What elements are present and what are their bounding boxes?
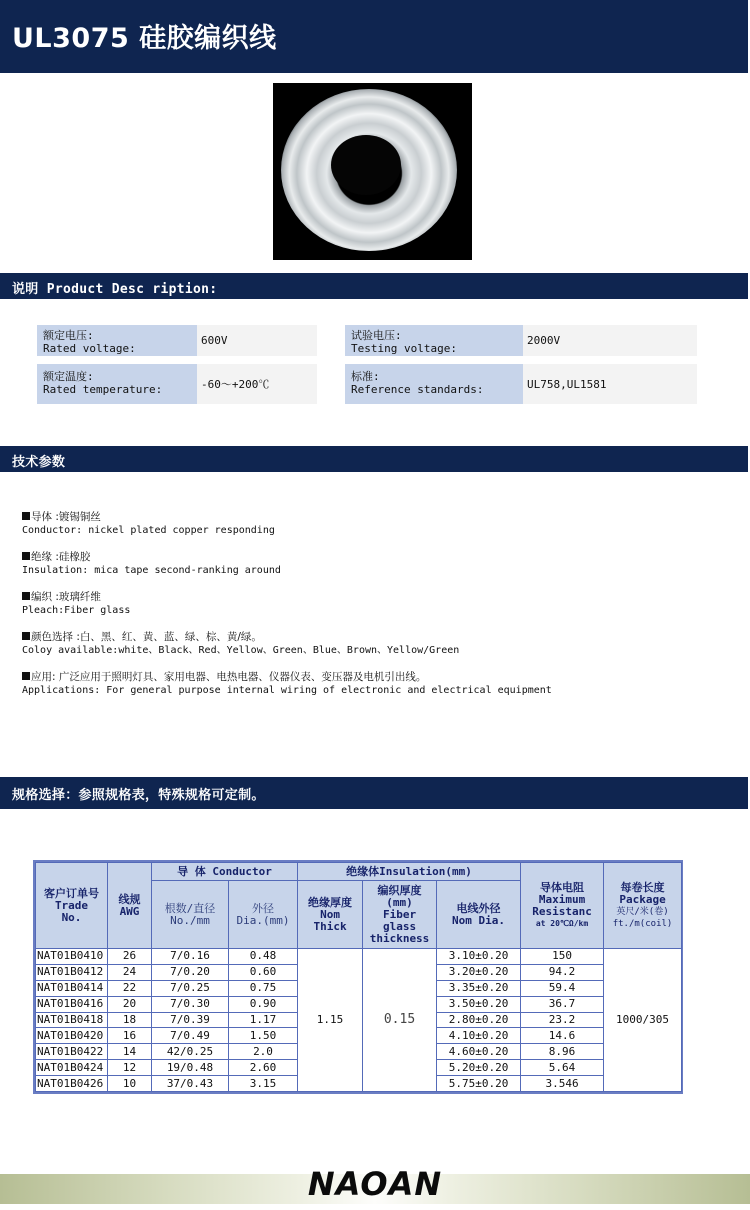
- header-line: 导体电阻: [540, 880, 585, 894]
- cell-resistance: 94.2: [521, 964, 604, 980]
- cell-strand: 7/0.16: [152, 949, 229, 965]
- cell-strand: 7/0.25: [152, 980, 229, 996]
- cell-resistance: 23.2: [521, 1012, 604, 1028]
- header-line: Nom Dia.: [452, 913, 506, 927]
- param-conductor: 导体 :镀锡铜丝 Conductor: nickel plated copper responding: [22, 511, 275, 536]
- cell-outer-dia: 0.60: [229, 964, 298, 980]
- header-braid-thick: [363, 881, 437, 949]
- spec-table: [33, 860, 683, 1094]
- header-line: Dia.(mm): [236, 913, 290, 927]
- cell-awg: 24: [108, 964, 152, 980]
- cell-awg: 22: [108, 980, 152, 996]
- cell-awg: 10: [108, 1076, 152, 1092]
- header-line: Trade: [54, 898, 89, 912]
- header-line: 客户订单号: [44, 886, 99, 900]
- header-line: 外径: [252, 901, 274, 915]
- header-line: Fiber: [382, 907, 417, 921]
- cell-trade-no: NAT01B0416: [36, 996, 108, 1012]
- header-line: Thick: [313, 919, 347, 933]
- cell-trade-no: NAT01B0426: [36, 1076, 108, 1092]
- header-nom-dia: [437, 881, 521, 949]
- cell-strand: 7/0.20: [152, 964, 229, 980]
- spec-reference-standards: [345, 364, 697, 404]
- section-header-description: [0, 273, 748, 299]
- cell-strand: 7/0.39: [152, 1012, 229, 1028]
- spec-table-grid: [35, 862, 682, 1092]
- cell-outer-dia: 2.60: [229, 1060, 298, 1076]
- cell-strand: 19/0.48: [152, 1060, 229, 1076]
- cell-outer-dia: 3.15: [229, 1076, 298, 1092]
- cell-awg: 16: [108, 1028, 152, 1044]
- spec-label-en: Rated voltage:: [43, 342, 136, 355]
- cell-strand: 7/0.49: [152, 1028, 229, 1044]
- cell-resistance: 3.546: [521, 1076, 604, 1092]
- cell-nom-dia: 4.60±0.20: [437, 1044, 521, 1060]
- square-bullet-icon: [22, 592, 30, 600]
- cell-nom-dia: 5.20±0.20: [437, 1060, 521, 1076]
- cell-resistance: 8.96: [521, 1044, 604, 1060]
- header-line: Resistanc: [532, 904, 592, 918]
- header-package: [604, 863, 682, 949]
- header-line: 编织厚度: [377, 883, 422, 897]
- cell-outer-dia: 0.48: [229, 949, 298, 965]
- section-title: 说明 Product Desc ription:: [12, 282, 218, 297]
- header-strand: [152, 881, 229, 949]
- cell-insulation-thick: 1.15: [298, 949, 363, 1092]
- header-insulation: 绝缘体Insulation(mm): [298, 863, 521, 881]
- cell-nom-dia: 3.35±0.20: [437, 980, 521, 996]
- section-title: 技术参数: [12, 455, 66, 470]
- table-row: [36, 949, 682, 965]
- square-bullet-icon: [22, 512, 30, 520]
- header-line: thickness: [369, 931, 430, 945]
- brand-logo: [0, 1164, 750, 1204]
- spec-value: 2000V: [523, 325, 697, 356]
- header-outer-dia: [229, 881, 298, 949]
- cell-resistance: 36.7: [521, 996, 604, 1012]
- cell-trade-no: NAT01B0414: [36, 980, 108, 996]
- spec-value: UL758,UL1581: [523, 364, 697, 404]
- header-line: AWG: [119, 904, 140, 918]
- technical-parameters: [22, 510, 722, 710]
- param-applications: 应用: 广泛应用于照明灯具、家用电器、电热电器、仪器仪表、变压器及电机引出线。 Applications: For general purpose internal wiring of electronic and electrical equipment: [22, 671, 552, 696]
- square-bullet-icon: [22, 632, 30, 640]
- header-line: 根数/直径: [164, 901, 216, 915]
- header-line: at 20℃Ω/km: [535, 918, 589, 928]
- cell-trade-no: NAT01B0422: [36, 1044, 108, 1060]
- cell-nom-dia: 3.20±0.20: [437, 964, 521, 980]
- spec-rated-temperature: [37, 364, 317, 404]
- section-header-parameters: [0, 446, 748, 472]
- cell-nom-dia: 4.10±0.20: [437, 1028, 521, 1044]
- cell-awg: 18: [108, 1012, 152, 1028]
- section-header-selection: [0, 777, 748, 809]
- cell-braid-thick: 0.15: [363, 949, 437, 1092]
- cell-nom-dia: 2.80±0.20: [437, 1012, 521, 1028]
- cell-nom-dia: 3.10±0.20: [437, 949, 521, 965]
- cell-outer-dia: 0.75: [229, 980, 298, 996]
- cell-package: 1000/305: [604, 949, 682, 1092]
- cell-trade-no: NAT01B0412: [36, 964, 108, 980]
- cell-resistance: 150: [521, 949, 604, 965]
- header-line: No.: [61, 910, 82, 924]
- spec-label-zh: 额定电压:: [43, 329, 94, 342]
- square-bullet-icon: [22, 672, 30, 680]
- spec-label-en: Testing voltage:: [351, 342, 457, 355]
- square-bullet-icon: [22, 552, 30, 560]
- header-trade-no: [36, 863, 108, 949]
- header-line: 英尺/米(卷): [616, 906, 669, 917]
- header-line: 绝缘厚度: [308, 895, 353, 909]
- page-header: [0, 0, 748, 73]
- cell-outer-dia: 0.90: [229, 996, 298, 1012]
- header-line: Nom: [320, 907, 340, 921]
- param-colors: 颜色选择 :白、黑、红、黄、蓝、绿、棕、黄/绿。 Coloy available:white、Black、Red、Yellow、Green、Blue、Brown、Yellow/Green: [22, 631, 460, 656]
- cell-strand: 37/0.43: [152, 1076, 229, 1092]
- param-braid: 编织 :玻璃纤维 Pleach:Fiber glass: [22, 591, 131, 616]
- spec-label-zh: 试验电压:: [351, 329, 402, 342]
- cell-trade-no: NAT01B0410: [36, 949, 108, 965]
- spec-rated-voltage: [37, 325, 317, 356]
- header-line: 线规: [118, 892, 141, 906]
- section-title: 规格选择：参照规格表，特殊规格可定制。: [12, 788, 265, 803]
- cell-nom-dia: 5.75±0.20: [437, 1076, 521, 1092]
- spec-label-zh: 标准:: [351, 370, 380, 383]
- spec-value: -60～+200℃: [197, 364, 317, 404]
- cell-trade-no: NAT01B0420: [36, 1028, 108, 1044]
- header-line: ft./m(coil): [612, 918, 673, 929]
- header-line: 电线外径: [456, 901, 501, 915]
- cell-nom-dia: 3.50±0.20: [437, 996, 521, 1012]
- cell-trade-no: NAT01B0418: [36, 1012, 108, 1028]
- header-resistance: [521, 863, 604, 949]
- spec-label-en: Reference standards:: [351, 383, 484, 396]
- cell-outer-dia: 1.17: [229, 1012, 298, 1028]
- param-insulation: 绝缘 :硅橡胶 Insulation: mica tape second-ranking around: [22, 551, 281, 576]
- header-conductor: 导 体 Conductor: [152, 863, 298, 881]
- header-line: 每卷长度: [620, 880, 665, 894]
- spec-value: 600V: [197, 325, 317, 356]
- cell-strand: 7/0.30: [152, 996, 229, 1012]
- spec-label-zh: 额定温度:: [43, 370, 94, 383]
- cell-outer-dia: 2.0: [229, 1044, 298, 1060]
- logo-text: NAOAN: [307, 1165, 443, 1203]
- header-insulation-thick: [298, 881, 363, 949]
- spec-testing-voltage: [345, 325, 697, 356]
- cell-awg: 26: [108, 949, 152, 965]
- header-line: (mm): [386, 895, 413, 909]
- header-line: glass: [382, 919, 417, 933]
- cell-awg: 12: [108, 1060, 152, 1076]
- cell-awg: 14: [108, 1044, 152, 1060]
- cell-resistance: 59.4: [521, 980, 604, 996]
- cell-resistance: 14.6: [521, 1028, 604, 1044]
- product-image: [273, 83, 472, 260]
- cell-trade-no: NAT01B0424: [36, 1060, 108, 1076]
- cell-strand: 42/0.25: [152, 1044, 229, 1060]
- cell-resistance: 5.64: [521, 1060, 604, 1076]
- header-line: Maximum: [538, 892, 586, 906]
- header-line: Package: [619, 892, 666, 906]
- cell-outer-dia: 1.50: [229, 1028, 298, 1044]
- header-awg: [108, 863, 152, 949]
- page-title: UL3075 硅胶编织线: [12, 23, 277, 54]
- spec-label-en: Rated temperature:: [43, 383, 163, 396]
- cell-awg: 20: [108, 996, 152, 1012]
- header-line: No./mm: [170, 913, 210, 927]
